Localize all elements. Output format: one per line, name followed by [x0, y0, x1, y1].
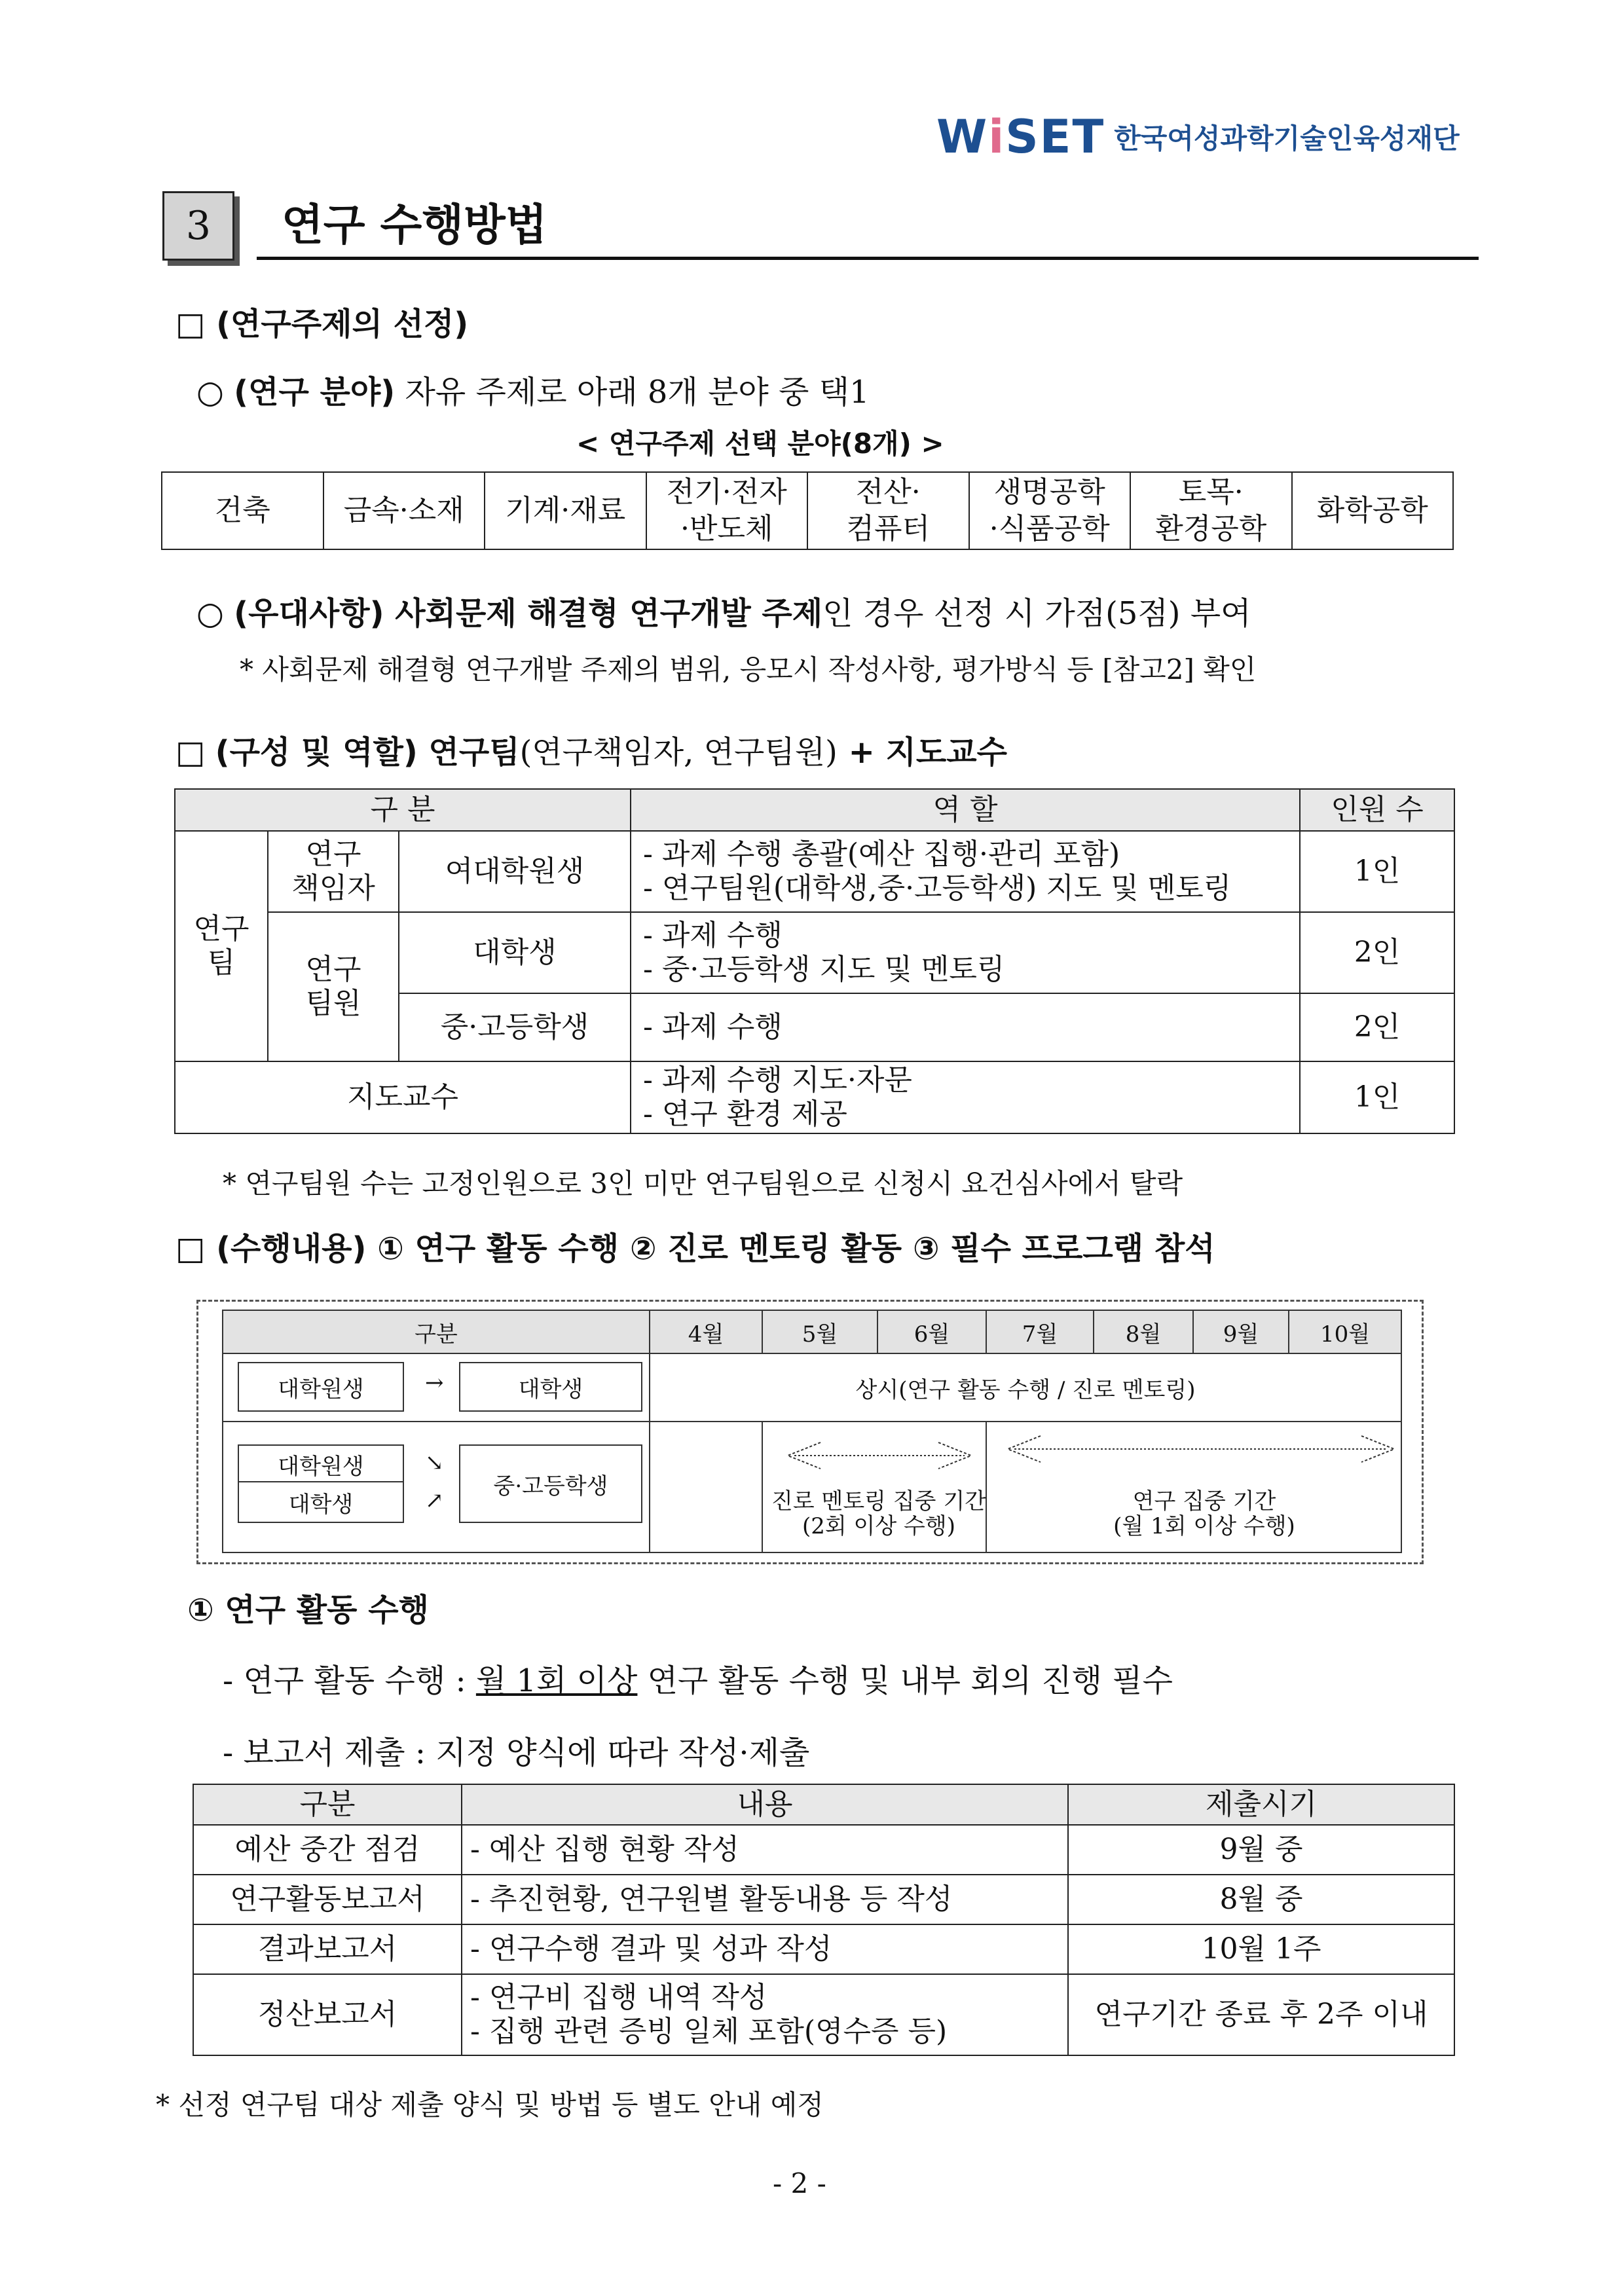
member-type: 중·고등학생: [399, 993, 631, 1061]
fields-caption: < 연구주제 선택 분야(8개) >: [576, 428, 944, 460]
role-cell: - 과제 수행 - 중·고등학생 지도 및 멘토링: [631, 912, 1300, 993]
report-when: 8월 중: [1068, 1875, 1454, 1924]
mentoring-range-arrow-icon: [781, 1439, 978, 1472]
report-name: 연구활동보고서: [193, 1875, 462, 1924]
row2-blank: [650, 1422, 762, 1552]
roles-table: [174, 788, 1455, 1134]
leader-label: 연구 책임자: [268, 831, 399, 912]
research-activity-heading: ① 연구 활동 수행: [187, 1592, 429, 1628]
field-cell: 금속·소재: [323, 472, 485, 549]
preference-note: * 사회문제 해결형 연구개발 주제의 범위, 응모시 작성사항, 평가방식 등 [참고2] 확인: [240, 653, 1257, 686]
arrow-up-right-icon: ↗: [425, 1488, 444, 1514]
schedule-header-category: 구분: [223, 1310, 650, 1353]
month-header: 5월: [762, 1310, 877, 1353]
member-label: 연구 팀원: [268, 912, 399, 1061]
activity-item-1: - 연구 활동 수행 : 월 1회 이상 연구 활동 수행 및 내부 회의 진행 필수: [223, 1662, 1173, 1699]
roles-header-role: 역 할: [631, 789, 1300, 831]
team-note: * 연구팀원 수는 고정인원으로 3인 미만 연구팀원으로 신청시 요건심사에서 탈락: [223, 1167, 1183, 1200]
field-cell: 토목· 환경공학: [1130, 472, 1292, 549]
preference-line: ○ (우대사항) 사회문제 해결형 연구개발 주제인 경우 선정 시 가점(5점) 부여: [196, 595, 1251, 632]
month-header: 6월: [877, 1310, 986, 1353]
row1-period: 상시(연구 활동 수행 / 진로 멘토링): [650, 1353, 1401, 1422]
undergrad-box: 대학생: [459, 1362, 642, 1412]
report-when: 10월 1주: [1068, 1924, 1454, 1974]
field-cell: 화학공학: [1292, 472, 1454, 549]
count-cell: 2인: [1300, 912, 1454, 993]
logo-text: 한국여성과학기술인육성재단: [1114, 122, 1460, 155]
report-name: 예산 중간 점검: [193, 1825, 462, 1875]
arrow-right-icon: →: [425, 1370, 444, 1396]
undergrad-box: 대학생: [238, 1481, 404, 1523]
role-cell: - 과제 수행 총괄(예산 집행·관리 포함) - 연구팀원(대학생,중·고등학생) 지도 및 멘토링: [631, 831, 1300, 912]
count-cell: 1인: [1300, 831, 1454, 912]
roles-header-category: 구 분: [175, 789, 631, 831]
report-name: 정산보고서: [193, 1974, 462, 2055]
field-cell: 기계·재료: [485, 472, 646, 549]
count-cell: 2인: [1300, 993, 1454, 1061]
month-header: 8월: [1094, 1310, 1193, 1353]
report-when: 9월 중: [1068, 1825, 1454, 1875]
field-cell: 생명공학 ·식품공학: [969, 472, 1131, 549]
report-when: 연구기간 종료 후 2주 이내: [1068, 1974, 1454, 2055]
section-number: 3: [162, 191, 234, 261]
field-cell: 전산· 컴퓨터: [807, 472, 969, 549]
report-content: - 예산 집행 현황 작성: [462, 1825, 1068, 1875]
group-label: 연구 팀: [175, 831, 268, 1061]
research-period-label: 연구 집중 기간 (월 1회 이상 수행): [1113, 1488, 1295, 1539]
member-type: 여대학원생: [399, 831, 631, 912]
arrow-down-right-icon: ↘: [425, 1450, 444, 1476]
page-number: - 2 -: [773, 2167, 826, 2199]
count-cell: 1인: [1300, 1061, 1454, 1133]
reports-header-when: 제출시기: [1068, 1784, 1454, 1825]
grad-student-box: 대학원생: [238, 1444, 404, 1484]
month-header: 9월: [1193, 1310, 1289, 1353]
reports-table: [193, 1784, 1455, 2056]
field-cell: 전기·전자 ·반도체: [646, 472, 808, 549]
wiset-logo: WiSET 한국여성과학기술인육성재단: [936, 110, 1460, 164]
report-content: - 연구비 집행 내역 작성 - 집행 관련 증빙 일체 포함(영수증 등): [462, 1974, 1068, 2055]
role-cell: - 과제 수행: [631, 993, 1300, 1061]
grad-student-box: 대학원생: [238, 1362, 404, 1412]
reports-header-name: 구분: [193, 1784, 462, 1825]
report-content: - 추진현황, 연구원별 활동내용 등 작성: [462, 1875, 1068, 1924]
field-cell: 건축: [162, 472, 323, 549]
section-divider: [257, 257, 1479, 260]
advisor-label: 지도교수: [175, 1061, 631, 1133]
middle-high-student-box: 중·고등학생: [459, 1444, 642, 1523]
activity-item-2: - 보고서 제출 : 지정 양식에 따라 작성·제출: [223, 1735, 810, 1771]
fields-table: [161, 471, 1454, 550]
report-name: 결과보고서: [193, 1924, 462, 1974]
schedule-diagram: [196, 1300, 1424, 1564]
team-heading: □ (구성 및 역할) 연구팀(연구책임자, 연구팀원) + 지도교수: [175, 734, 1007, 771]
field-line: ○ (연구 분야) 자유 주제로 아래 8개 분야 중 택1: [196, 374, 870, 411]
section-title: 연구 수행방법: [282, 200, 547, 250]
research-range-arrow-icon: [1001, 1433, 1401, 1465]
member-type: 대학생: [399, 912, 631, 993]
reports-header-content: 내용: [462, 1784, 1068, 1825]
roles-header-count: 인원 수: [1300, 789, 1454, 831]
month-header: 7월: [986, 1310, 1094, 1353]
month-header: 10월: [1289, 1310, 1401, 1353]
role-cell: - 과제 수행 지도·자문 - 연구 환경 제공: [631, 1061, 1300, 1133]
month-header: 4월: [650, 1310, 762, 1353]
report-content: - 연구수행 결과 및 성과 작성: [462, 1924, 1068, 1974]
activities-heading: □ (수행내용) ① 연구 활동 수행 ② 진로 멘토링 활동 ③ 필수 프로그램 참석: [175, 1230, 1215, 1267]
topic-heading: □ (연구주제의 선정): [175, 306, 469, 342]
reports-note: * 선정 연구팀 대상 제출 양식 및 방법 등 별도 안내 예정: [156, 2089, 824, 2121]
mentoring-period-label: 진로 멘토링 집중 기간 (2회 이상 수행): [771, 1488, 987, 1539]
